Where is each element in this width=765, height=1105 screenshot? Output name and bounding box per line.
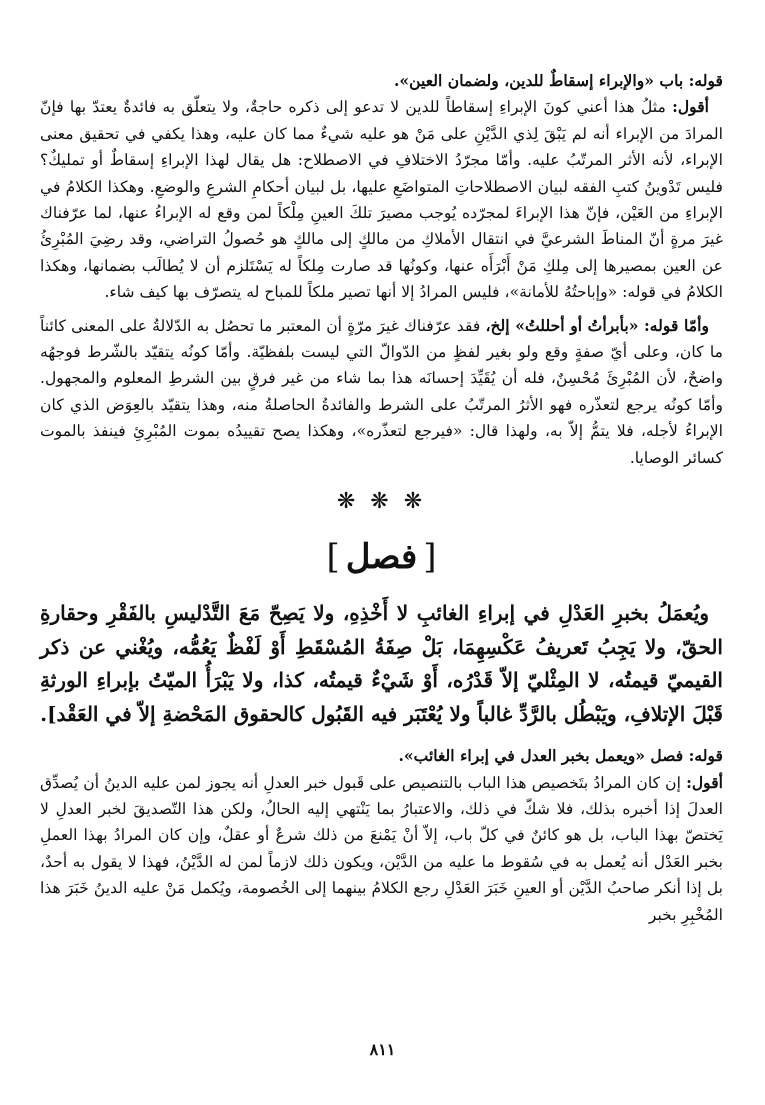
para2-lead: وأمّا قوله: «بأبرأتُ أو أحللتُ» إلخ،	[485, 315, 709, 335]
page-number: ٨١١	[369, 1040, 396, 1059]
section1-paragraph-1	[40, 94, 723, 305]
matn-text: ويُعمَلُ بخبرِ العَدْلِ في إبراءِ الغائبِ لا أَخْذِهِ، ولا يَصِحّ مَعَ التَّدْليسِ بالفَقْرِ وحقارةِ الحقّ، ولا يَجِبُ تَعريفُ عَكْسِهِمَا، بَلْ صِفَةُ المُسْقَطِ أَوْ لَفْظٌ يَعُمُّه، ويُغْني عن ذكر القيميّ قيمتُه، لا المِثْليّ إلاّ قَدْرُه، أَوْ شَيْءٌ قيمتُه، كذا، ولا يَبْرَأُ الميّتُ بإبراءِ الورثةِ قَبْلَ الإتلافِ، ويَبْطُل بالرَّدِّ غالباً ولا يُعْتَبَر فيه القَبُول كالحقوق المَحْضةِ إلاّ في العَقْد].	[40, 601, 723, 726]
section1-heading: قوله: باب «والإبراء إسقاطٌ للدين، ولضمان العين».	[393, 71, 723, 90]
section-title	[40, 531, 723, 583]
section2-paragraph	[40, 770, 723, 928]
section2-text: إن كان المرادُ بتَخصيص هذا الباب بالتنصيص على قَبول خبر العدلِ أنه يجوز لمن عليه الدينُ أن يُصدِّق العدلَ إذا أخبره بذلك، فلا شكّ في ذلك، والاعتبارُ بما يَنْتهي إليه الحالُ، ولكن هذا التّصديقَ لخبر العدلِ لا يَختصّ بهذا الباب، بل هو كائنٌ في كلّ باب، إلاّ أنْ يَمْنعَ من ذلك شرعٌ أو عقلٌ، وإن كان المرادُ بهذا العملِ بخبر العَدْل أنه يُعمل به في سُقوط ما عليه من الدَّيْن، ويكون ذلك لازماً لمن له الدَّيْنُ، فهذا لا يقول به أحدٌ، بل إذا أنكر صاحبُ الدَّيْن أو العينِ خَبَرَ العَدْلِ رجع الكلامُ بينهما إلى الخُصومة، ويُكمل مَنْ عليه الدينُ خَبَرَ هذا المُخْبِرِ بخبر	[40, 773, 723, 924]
section2-heading: قوله: فصل «ويعمل بخبر العدل في إبراء الغائب».	[398, 746, 723, 766]
para2-text: فقد عرّفناك غيرَ مرّةٍ أن المعتبر ما تحصُل به الدّلالةُ على المعنى كائناً ما كان، وعلى أيّ صفةٍ وقع ولو بغير لفظٍ من الدّوالّ التي ليست بلفظيّة. وأمّا كونُه يتقيّد بالشّرط فوجهُه واضحٌ، لأن المُبْرِئَ مُحْسِنٌ، فله أن يُقَيِّدَ إحسانَه هذا بما شاء من غير فرقٍ بين الشرطِ المعلوم والمجهول. وأمّا كونُه يرجع لتعذّره فهو الأثرُ المرتّبُ على الشرط والفائدةُ الحاصلةُ منه، وهذا يتقيّد بالعِوَض الذي كان الإبراءُ لأجله، فلا يتمُّ إلاّ به، ولهذا قال: «فيرجع لتعذّره»، وهكذا يصح تقييدُه بموت المُبْرِئِ فينفذ بالموت كسائر الوصايا.	[40, 316, 723, 467]
section-title-text: [ فصل ]	[316, 531, 446, 583]
para1-text: مثلُ هذا أعني كونَ الإبراءِ إسقاطاً للدين لا تدعو إلى ذكره حاجةٌ، ولا يتعلّق به فائدةٌ يعتدّ بها فإنّ المرادَ من الإبراء أنه لم يَبْقَ لِذي الدَّيْنِ على مَنْ هو عليه شيءٌ مما كان عليه، وهذا يكفي في تحقيق معنى الإبراء، لأنه الأثر المرتّبُ عليه. وأمّا مجرّدُ الاختلافِ في الاصطلاح: هل يقال لهذا الإبراءِ إسقاطٌ أو تمليكٌ؟ فليس تَدْوينُ كتبِ الفقه لبيان الاصطلاحاتِ المتواضَعِ عليها، بل لبيان أحكامِ الشرعِ والوضعِ. وهكذا الكلامُ في الإبراءِ من العَيْن، فإنّ هذا الإبراءَ لمجرّده يُوجب مصيرَ تلكَ العينِ مِلْكاً لمن وقع له الإبراءُ عنها، لما عرّفناك غيرَ مرةٍ أنّ المناطَ الشرعيَّ في انتقال الأملاكِ من مالكٍ إلى مالكٍ هو حُصولُ التراضي، وقد رضِيَ المُبْرِئُ عن العين بمصيرها إلى مِلكِ مَنْ أَبْرَأَه عنها، وكونُها قد صارت مِلكاً له يَسْتَلزم أن لا يُطالَب بضمانها، وهكذا الكلامُ في قوله: «وإباحتُهُ للأمانة»، فليس المرادُ إلا أنها تصير ملكاً للمباح له يتصرّف بها كيف شاء.	[40, 98, 724, 302]
asterism-separator: ❋ ❋ ❋	[336, 489, 427, 515]
para1-lead: أقول:	[672, 97, 709, 117]
section2-lead: أقول:	[686, 772, 723, 792]
section1-paragraph-2	[40, 313, 723, 471]
